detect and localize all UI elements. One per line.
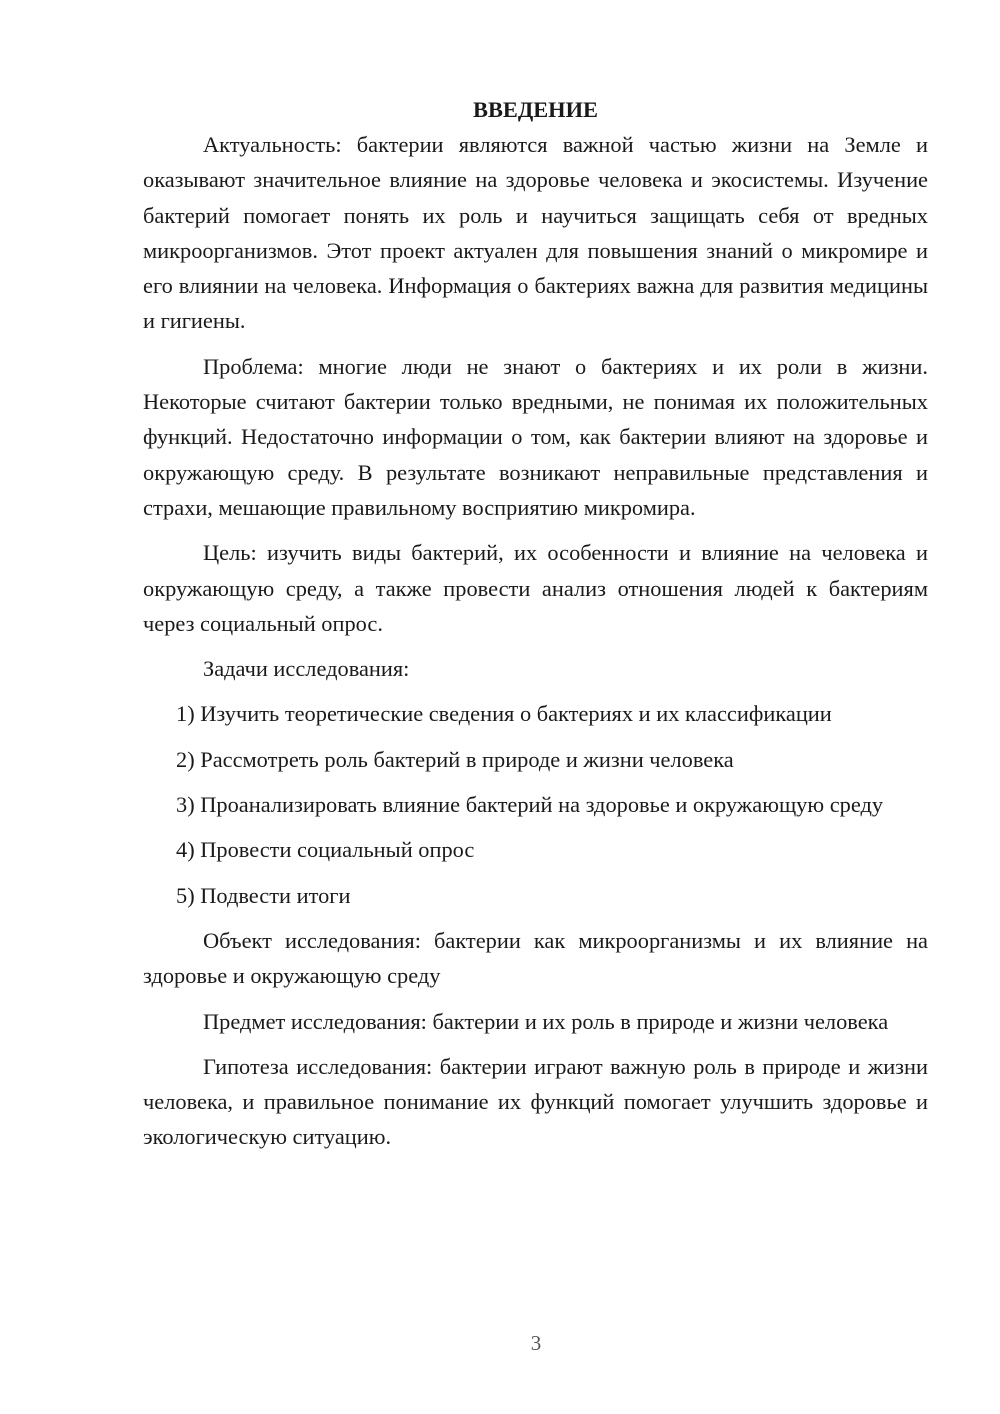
task-item: 3) Проанализировать влияние бактерий на здоровье и окружающую среду [176, 792, 884, 818]
paragraph-hypothesis: Гипотеза исследования: бактерии играют важную роль в природе и жизни человека, и правильное понимание их функций помогает улучшить здоровье и экологическую ситуацию. [143, 1053, 928, 1150]
task-item: 2) Рассмотреть роль бактерий в природе и жизни человека [176, 746, 734, 772]
task-item: 4) Провести социальный опрос [176, 837, 475, 863]
page-title: ВВЕДЕНИЕ [473, 97, 598, 122]
paragraph-object: Объект исследования: бактерии как микроорганизмы и их влияние на здоровье и окружающую среду [143, 927, 928, 989]
paragraph-subject: Предмет исследования: бактерии и их роль в природе и жизни человека [203, 1008, 889, 1034]
paragraph-goal: Цель: изучить виды бактерий, их особенности и влияние на человека и окружающую среду, а также провести анализ отношения людей к бактериям через социальный опрос. [143, 540, 928, 636]
paragraph-problem: Проблема: многие люди не знают о бактериях и их роли в жизни. Некоторые считают бактерии только вредными, не понимая их положительных функций. Недостаточно информации о том, как бактерии влияют на здоровье и окружающую среду. В результате возникают неправильные представления и страхи, мешающие правильному восприятию микромира. [143, 353, 928, 520]
tasks-intro: Задачи исследования: [203, 656, 410, 682]
document-page [143, 92, 928, 1165]
task-item: 5) Подвести итоги [176, 882, 351, 908]
page-number: 3 [530, 1331, 542, 1355]
paragraph-relevance: Актуальность: бактерии являются важной частью жизни на Земле и оказывают значительное влияние на здоровье человека и экосистемы. Изучение бактерий помогает понять их роль и научиться защищать себя от вредных микроорганизмов. Этот проект актуален для повышения знаний о микромире и его влиянии на человека. Информация о бактериях важна для развития медицины и гигиены. [143, 132, 928, 334]
task-item: 1) Изучить теоретические сведения о бактериях и их классификации [176, 701, 832, 727]
